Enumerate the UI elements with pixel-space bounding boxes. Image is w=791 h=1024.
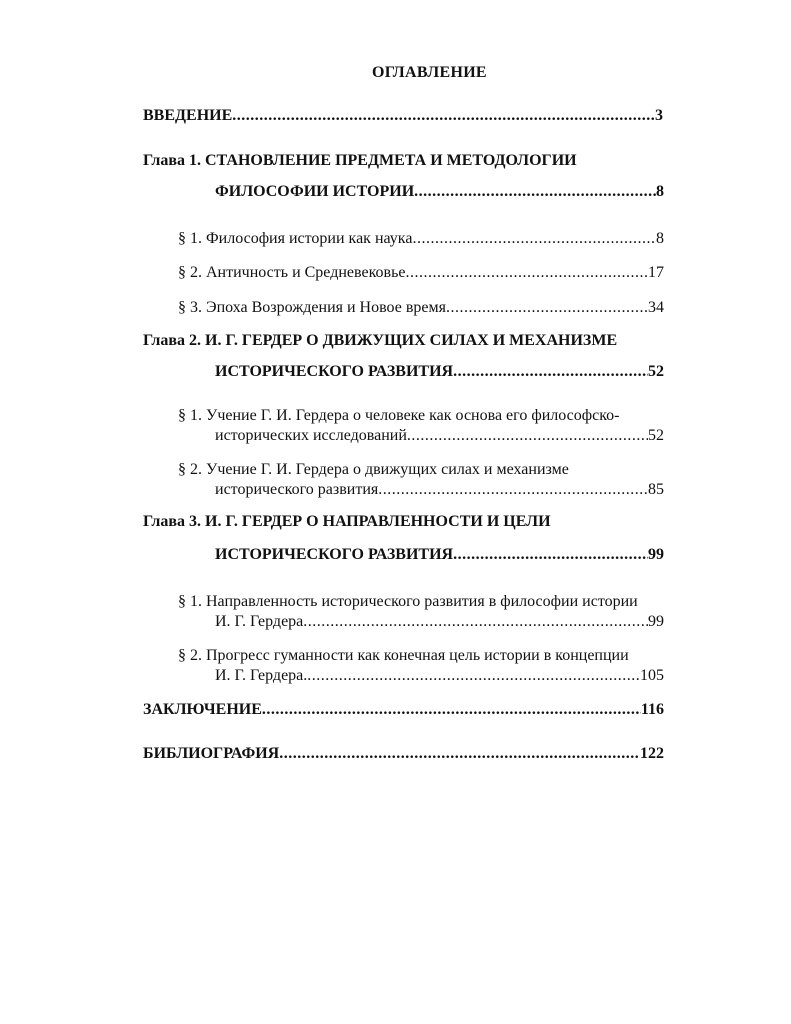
toc-page-number: 116: [640, 701, 664, 718]
toc-leader-dots: [412, 229, 656, 249]
toc-page-number: 17: [648, 264, 664, 281]
toc-entry-label: ВВЕДЕНИЕ: [143, 107, 233, 124]
toc-entry-label: § 1. Философия истории как наука: [178, 230, 413, 247]
toc-section-2-1-line2[interactable]: [215, 426, 664, 446]
toc-section-3-1-line2[interactable]: [215, 612, 664, 632]
toc-entry-bibliography[interactable]: [143, 744, 664, 764]
toc-leader-dots: [307, 666, 640, 686]
toc-page-number: 122: [640, 745, 664, 762]
toc-leader-dots: [453, 545, 648, 565]
toc-leader-dots: [232, 106, 655, 126]
toc-entry-label: И. Г. Гердера: [215, 613, 304, 630]
toc-entry-label: исторических исследований: [215, 427, 407, 444]
toc-section-2-2-line2[interactable]: [215, 480, 664, 500]
chapter1-heading-line2[interactable]: [215, 182, 664, 202]
toc-entry-conclusion[interactable]: [143, 700, 664, 720]
toc-entry-intro[interactable]: [143, 106, 663, 126]
toc-section-3-2-line1[interactable]: § 2. Прогресс гуманности как конечная цель истории в концепции: [178, 647, 629, 664]
toc-entry-label: ИСТОРИЧЕСКОГО РАЗВИТИЯ: [215, 546, 454, 563]
toc-entry-label: И. Г. Гердера.: [215, 667, 308, 684]
chapter1-heading-line1[interactable]: Глава 1. СТАНОВЛЕНИЕ ПРЕДМЕТА И МЕТОДОЛОГИИ: [143, 152, 577, 169]
toc-leader-dots: [378, 480, 648, 500]
toc-leader-dots: [407, 426, 648, 446]
toc-leader-dots: [303, 612, 648, 632]
toc-leader-dots: [405, 263, 648, 283]
toc-page-number: 85: [648, 481, 664, 498]
toc-section-2-2-line1[interactable]: § 2. Учение Г. И. Гердера о движущих силах и механизме: [178, 461, 569, 478]
toc-leader-dots: [279, 744, 640, 764]
toc-page-number: 3: [655, 107, 663, 124]
toc-page-number: 52: [648, 427, 664, 444]
toc-page-number: 34: [648, 299, 664, 316]
chapter3-heading-line2[interactable]: [215, 545, 664, 565]
toc-page-number: 8: [656, 183, 664, 200]
chapter2-heading-line2[interactable]: [215, 362, 664, 382]
toc-section-1-2[interactable]: [178, 263, 664, 283]
toc-page-number: 52: [648, 363, 664, 380]
toc-title: ОГЛАВЛЕНИЕ: [372, 64, 487, 81]
toc-entry-label: ЗАКЛЮЧЕНИЕ: [143, 701, 262, 718]
toc-entry-label: § 3. Эпоха Возрождения и Новое время: [178, 299, 446, 316]
toc-page-number: 99: [648, 546, 664, 563]
chapter2-heading-line1[interactable]: Глава 2. И. Г. ГЕРДЕР О ДВИЖУЩИХ СИЛАХ И МЕХАНИЗМЕ: [143, 332, 618, 349]
toc-page-number: 99: [648, 613, 664, 630]
toc-section-2-1-line1[interactable]: § 1. Учение Г. И. Гердера о человеке как основа его философско-: [178, 407, 620, 424]
toc-leader-dots: [262, 700, 641, 720]
toc-page-number: 105: [640, 667, 664, 684]
chapter3-heading-line1[interactable]: Глава 3. И. Г. ГЕРДЕР О НАПРАВЛЕННОСТИ И ЦЕЛИ: [143, 513, 551, 530]
toc-entry-label: исторического развития: [215, 481, 379, 498]
toc-leader-dots: [414, 182, 656, 202]
toc-page-number: 8: [656, 230, 664, 247]
toc-entry-label: БИБЛИОГРАФИЯ: [143, 745, 280, 762]
toc-section-3-2-line2[interactable]: [215, 666, 664, 686]
toc-section-3-1-line1[interactable]: § 1. Направленность исторического развития в философии истории: [178, 593, 638, 610]
toc-leader-dots: [453, 362, 648, 382]
toc-leader-dots: [446, 298, 648, 318]
toc-section-1-3[interactable]: [178, 298, 664, 318]
toc-entry-label: ФИЛОСОФИИ ИСТОРИИ: [215, 183, 415, 200]
toc-entry-label: ИСТОРИЧЕСКОГО РАЗВИТИЯ: [215, 363, 454, 380]
toc-section-1-1[interactable]: [178, 229, 664, 249]
toc-entry-label: § 2. Античность и Средневековье: [178, 264, 406, 281]
